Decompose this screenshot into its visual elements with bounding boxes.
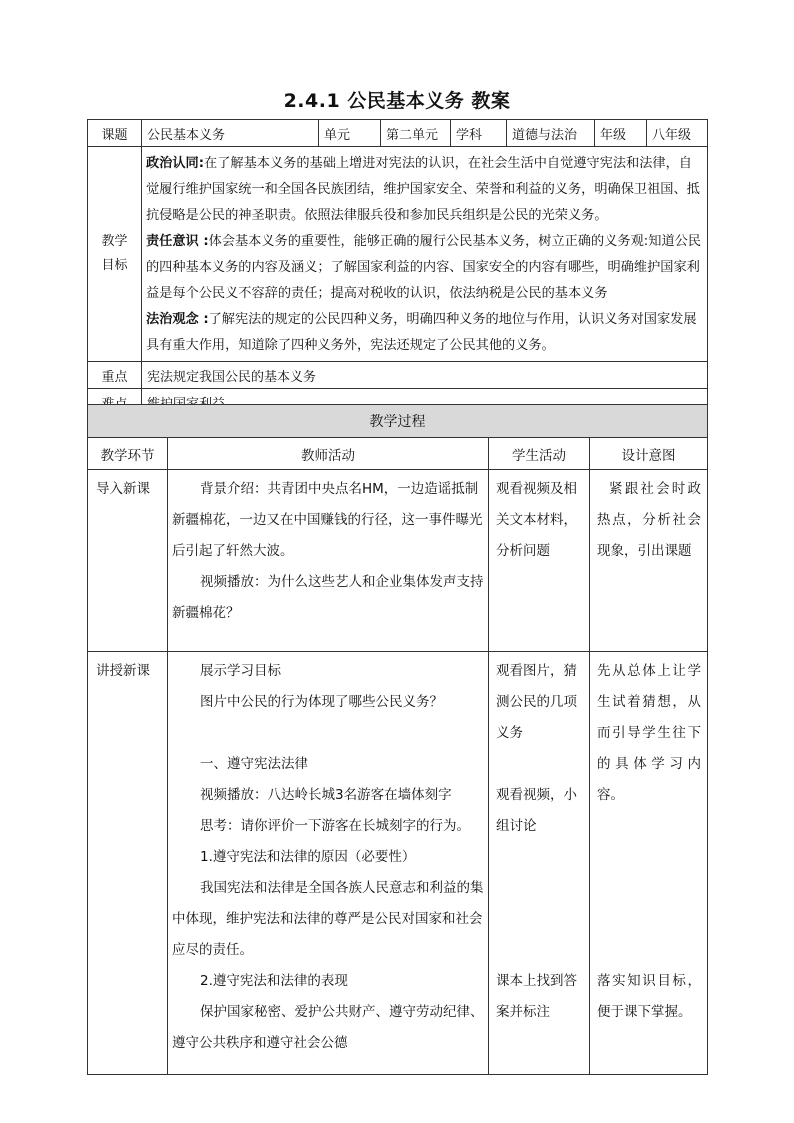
teacher-activity-intro xyxy=(168,470,489,652)
design-line: 落实知识目标，便于课下掌握。 xyxy=(597,973,701,1020)
teacher-line: 视频播放：八达岭长城3名游客在墙体刻字 xyxy=(200,787,452,803)
table-row xyxy=(88,652,708,1075)
objective-rule-of-law: 法治观念 :了解宪法的规定的公民四种义务，明确四种义务的地位与作用，认识义务对国家发展具有重大作用，知道除了四种义务外，宪法还规定了公民其他的义务。 xyxy=(146,312,697,353)
header-teacher: 教师活动 xyxy=(168,438,489,470)
student-activity-intro: 观看视频及相关文本材料，分析问题 xyxy=(489,470,590,652)
segment-intro: 导入新课 xyxy=(88,470,168,652)
student-line: 课本上找到答案并标注 xyxy=(496,973,577,1020)
teacher-line: 保护国家秘密、爱护公共财产、遵守劳动纪律、遵守公共秩序和遵守社会公德 xyxy=(172,1004,484,1051)
teacher-line: 展示学习目标 xyxy=(200,663,281,679)
teacher-line: 1.遵守宪法和法律的原因（必要性） xyxy=(200,849,416,865)
grade-value: 八年级 xyxy=(647,120,708,147)
topic-value: 公民基本义务 xyxy=(142,120,319,147)
objectives-content xyxy=(142,147,708,362)
teacher-line: 图片中公民的行为体现了哪些公民义务？ xyxy=(200,694,443,710)
topic-label: 课题 xyxy=(88,120,142,147)
objective-political: 政治认同:在了解基本义务的基础上增进对宪法的认识，在社会生活中自觉遵守宪法和法律，自觉履行维护国家统一和全国各民族团结，维护国家安全、荣誉和利益的义务，明确保卫祖国、抵抗侵略是公民的神圣职责。依照法律服兵役和参加民兵组织是公民的光荣义务。 xyxy=(146,156,700,223)
objectives-label-text: 教学目标 xyxy=(101,234,128,273)
design-intent-new-lesson xyxy=(590,652,708,1075)
unit-label: 单元 xyxy=(319,120,381,147)
key-point-row xyxy=(88,362,708,389)
objectives-row xyxy=(88,147,708,362)
unit-value: 第二单元 xyxy=(381,120,451,147)
key-point-label: 重点 xyxy=(88,362,142,389)
key-point-value: 宪法规定我国公民的基本义务 xyxy=(142,362,708,389)
table-row xyxy=(88,470,708,652)
segment-new-lesson: 讲授新课 xyxy=(88,652,168,1075)
header-segment: 教学环节 xyxy=(88,438,168,470)
design-intent-intro: 紧跟社会时政热点，分析社会现象，引出课题 xyxy=(590,470,708,652)
teaching-process-table xyxy=(87,404,708,1075)
teacher-line: 思考：请你评价一下游客在长城刻字的行为。 xyxy=(200,818,470,834)
grade-label: 年级 xyxy=(595,120,647,147)
subject-value: 道德与法治 xyxy=(507,120,595,147)
student-activity-new-lesson xyxy=(489,652,590,1075)
design-line: 先从总体上让学生试着猜想，从而引导学生往下的具体学习内容。 xyxy=(597,663,701,803)
objective-responsibility: 责任意识 :体会基本义务的重要性，能够正确的履行公民基本义务，树立正确的义务观:知道公民的四种基本义务的内容及涵义；了解国家利益的内容、国家安全的内容有哪些，明确维护国家利益是每个公民义不容辞的责任；提高对税收的认识，依法纳税是公民的基本义务 xyxy=(146,234,702,301)
teacher-line: 背景介绍：共青团中央点名HM，一边造谣抵制新疆棉花，一边又在中国赚钱的行径，这一事件曝光后引起了轩然大波。 xyxy=(172,481,483,559)
header-design: 设计意图 xyxy=(590,438,708,470)
teacher-line: 我国宪法和法律是全国各族人民意志和利益的集中体现，维护宪法和法律的尊严是公民对国家和社会应尽的责任。 xyxy=(172,880,484,958)
page-title: 2.4.1 公民基本义务 教案 xyxy=(283,90,511,112)
teacher-line: 视频播放：为什么这些艺人和企业集体发声支持新疆棉花？ xyxy=(172,574,484,621)
subject-label: 学科 xyxy=(451,120,507,147)
objectives-label xyxy=(88,147,142,362)
process-header-row xyxy=(88,438,708,470)
teacher-line: 2.遵守宪法和法律的表现 xyxy=(200,973,348,989)
info-row xyxy=(88,120,708,147)
student-line: 观看视频，小组讨论 xyxy=(496,787,577,834)
lesson-info-table xyxy=(87,119,708,416)
teacher-activity-new-lesson xyxy=(168,652,489,1075)
header-student: 学生活动 xyxy=(489,438,590,470)
student-line: 观看图片，猜测公民的几项义务 xyxy=(496,663,577,741)
process-banner: 教学过程 xyxy=(88,405,708,438)
teacher-line: 一、遵守宪法法律 xyxy=(200,756,308,772)
